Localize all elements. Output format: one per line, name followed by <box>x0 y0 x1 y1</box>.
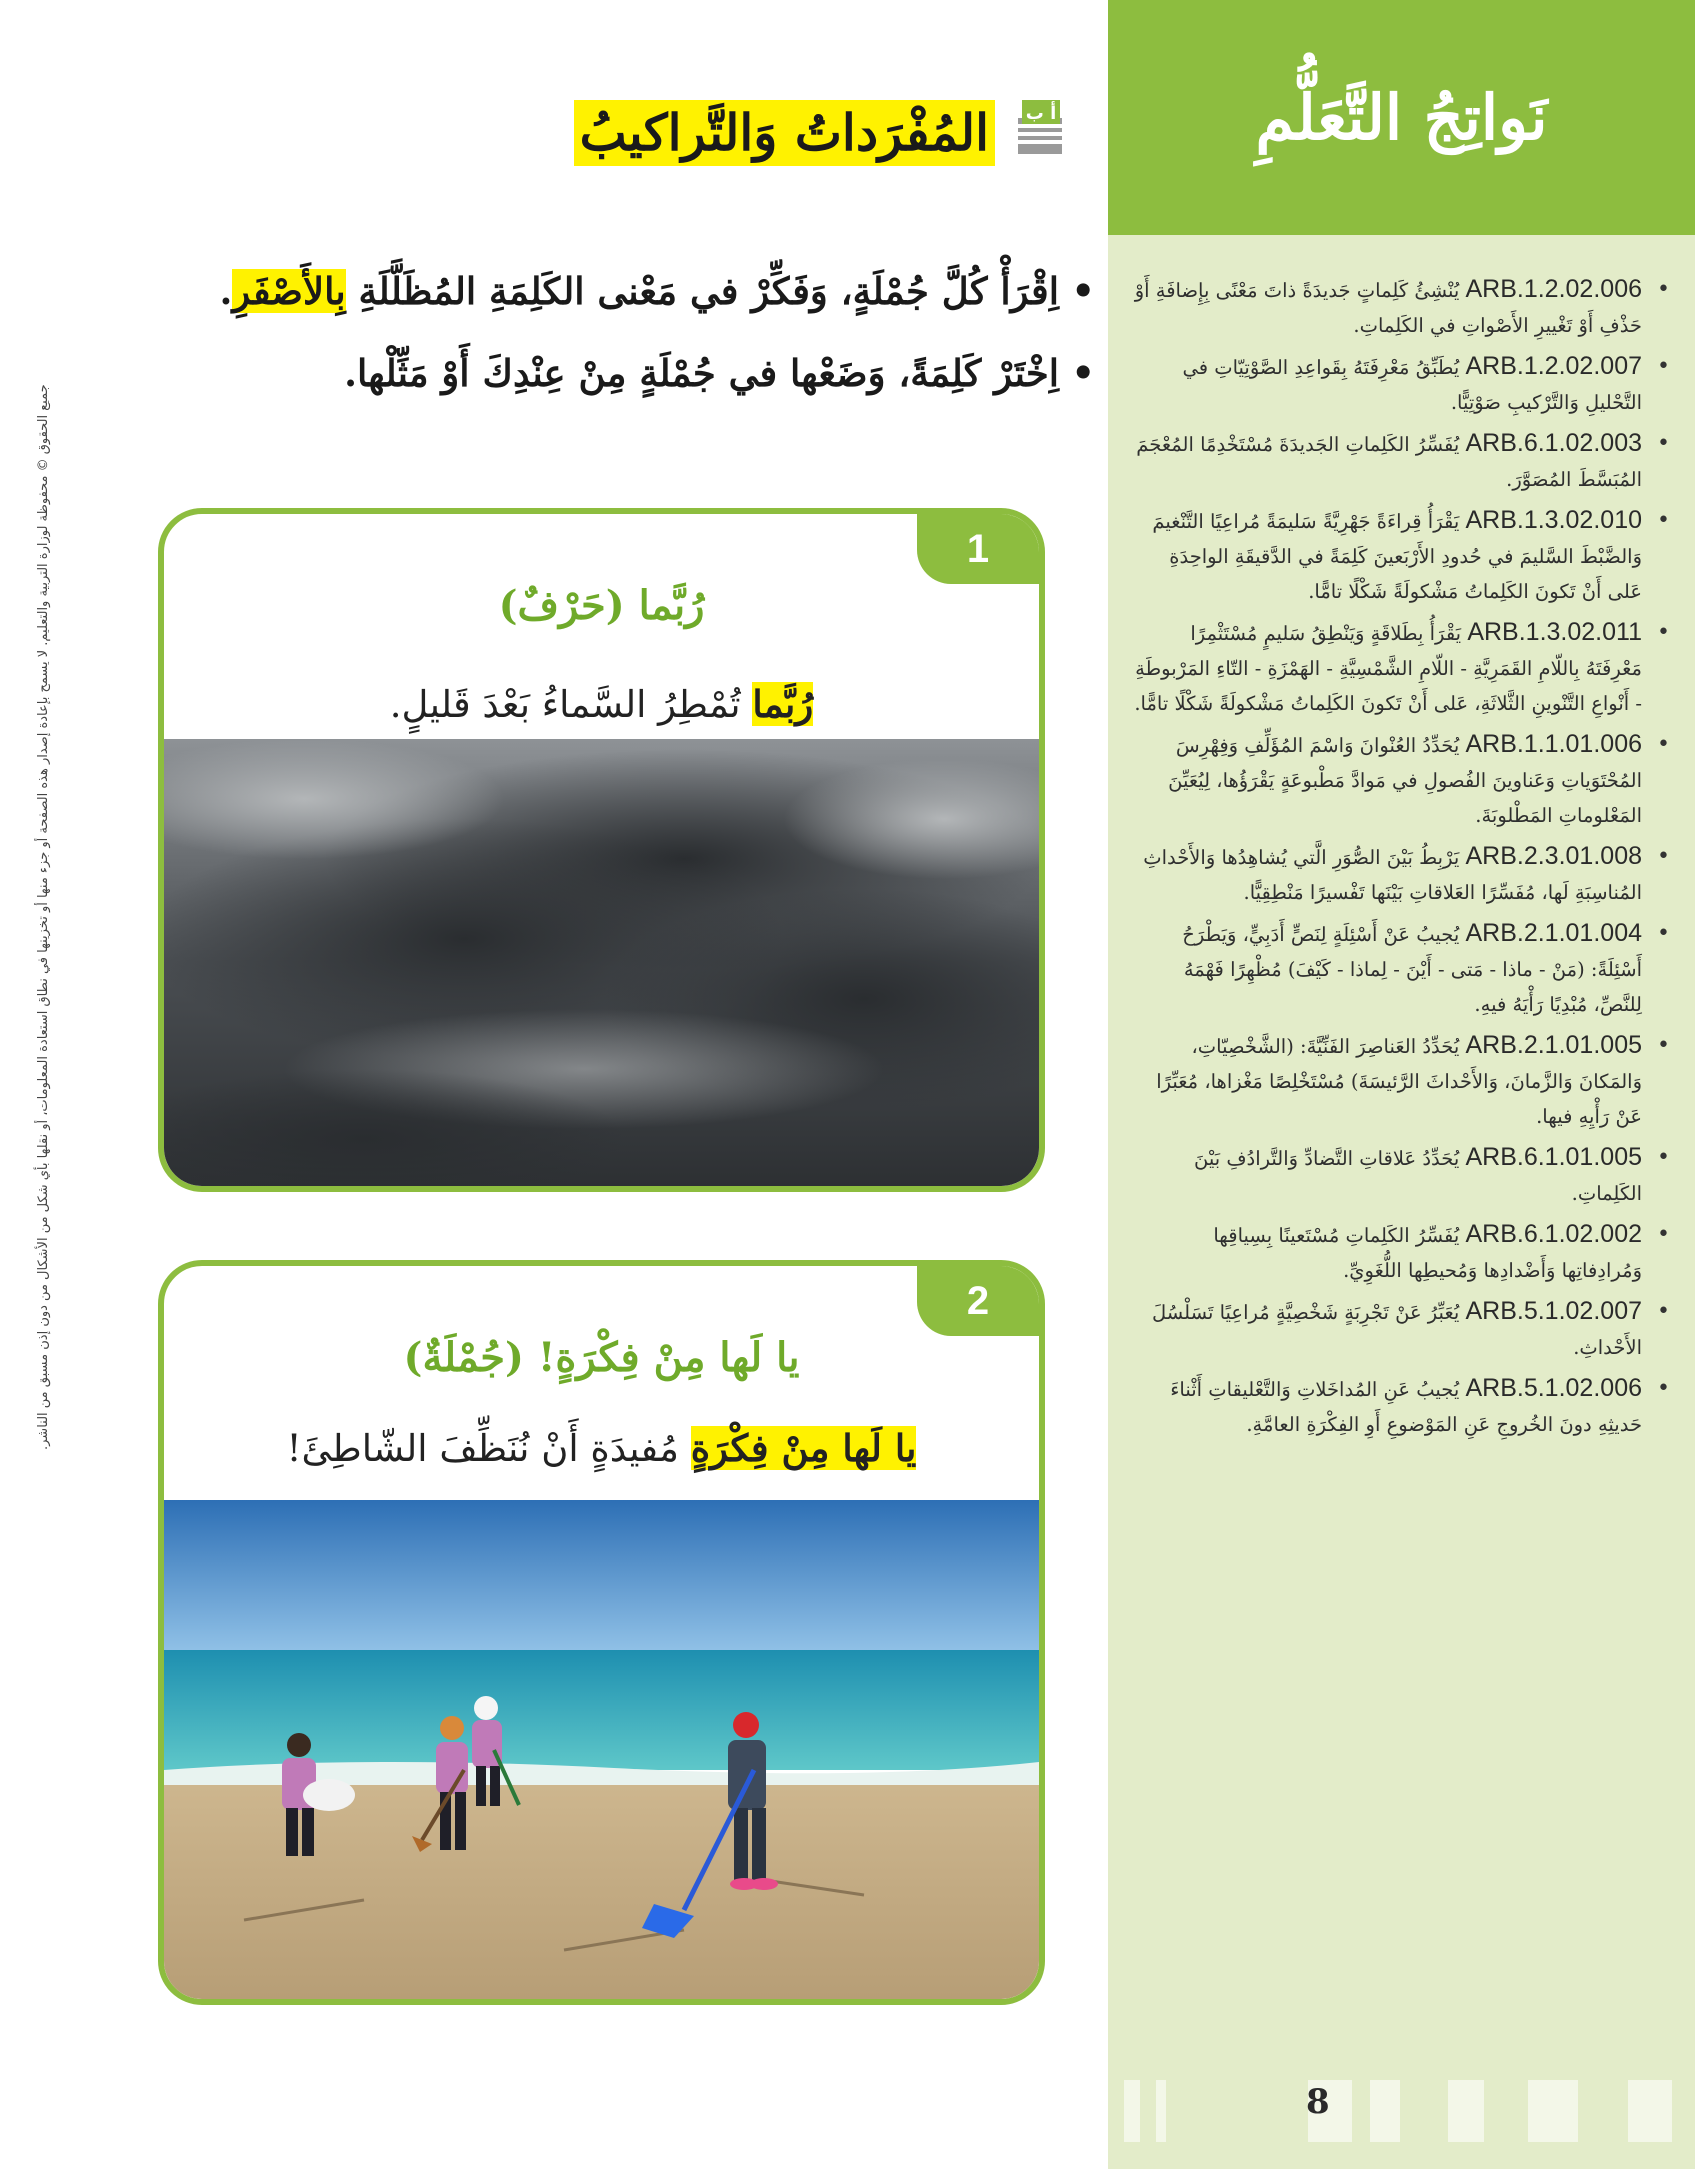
outcome-code: ARB.1.2.02.006 <box>1465 275 1642 303</box>
page-number: 8 <box>1306 2082 1330 2122</box>
bullet: • <box>1657 354 1670 379</box>
bullet: • <box>1657 844 1670 869</box>
outcome-text: يَقْرَأُ قِراءَةً جَهْرِيَّةً سَليمَةً مُراعِيًا التَّنْغيمَ وَالضَّبْطَ السَّليمَ في حُدودِ الأَرْبَعينَ كَلِمَةً في الدَّقيقَةِ الواحِدَةِ عَلى أَنْ تَكونَ الكَلِماتُ مَشْكولَةً شَكْلًا تامًّا. <box>1152 510 1642 603</box>
outcome-text: يَقْرَأُ بِطَلاقَةٍ وَيَنْطِقُ سَليمٍ مُسْتَثْمِرًا مَعْرِفَتَهُ بِاللّامِ القَمَرِيَّةِ - اللّامِ الشَّمْسِيَّةِ - الهَمْزَةِ - التّاءِ المَرْبوطَةِ - أَنْواعِ التَّنْوينِ الثَّلاثَةِ، عَلى أَنْ تَكونَ الكَلِماتُ مَشْكولَةً شَكْلًا تامًّا. <box>1134 622 1642 715</box>
sentence-rest: مُفيدَةٍ أَنْ نُنَظِّفَ الشّاطِئَ! <box>286 1427 691 1470</box>
outcome-item <box>1130 727 1670 833</box>
outcome-item <box>1130 426 1670 497</box>
outcome-code: ARB.6.1.02.003 <box>1465 429 1642 457</box>
bullet: • <box>1071 351 1095 395</box>
outcome-text: يُطَبِّقُ مَعْرِفَتَهُ بِقَواعِدِ الصَّوْتِيّاتِ في التَّحْليلِ وَالتَّرْكيبِ صَوْتِيًّا. <box>1182 356 1642 414</box>
card-sentence <box>164 682 1039 726</box>
sidebar-title: نَواتِجُ التَّعَلُّمِ <box>1255 81 1548 154</box>
icon-letters: أ ب <box>1025 103 1057 124</box>
outcome-text: يَرْبِطُ بَيْنَ الصُّوَرِ الَّتي يُشاهِدُها وَالأَحْداثِ المُناسِبَةِ لَها، مُفَسِّرًا العَلاقاتِ بَيْنَها تَفْسيرًا مَنْطِقِيًّا. <box>1143 846 1642 904</box>
outcome-item <box>1130 1217 1670 1288</box>
card-word: رُبَّما (حَرْفٌ) <box>498 582 705 629</box>
outcome-text: يُفَسِّرُ الكَلِماتِ مُسْتَعينًا بِسِياقِها وَمُرادِفاتِها وَأَضْدادِها وَمُحيطِها اللُّغَوِيِّ. <box>1213 1224 1642 1282</box>
bullet: • <box>1657 1033 1670 1058</box>
card-number: 2 <box>917 1266 1039 1336</box>
outcome-item <box>1130 839 1670 910</box>
bullet: • <box>1657 277 1670 302</box>
highlighted-word: بِالأَصْفَرِ <box>232 269 346 313</box>
bullet: • <box>1657 508 1670 533</box>
outcome-item <box>1130 1140 1670 1211</box>
outcome-text: يُفَسِّرُ الكَلِماتِ الجَديدَةَ مُسْتَخْدِمًا المُعْجَمَ المُبَسَّطَ المُصَوَّرَ. <box>1136 433 1642 491</box>
copyright-note: جميع الحقوق © محفوظة لوزارة التربية والتعليم. لا يسمح بإعادة إصدار هذه الصفحة أو جزء منها أو تخزينها في نطاق استعادة المعلومات، أو نقلها بأي شكل من الأشكال من دون إذن مسبق من الناشر. <box>36 384 51 1450</box>
outcome-code: ARB.6.1.01.005 <box>1465 1143 1642 1171</box>
vocab-card-1 <box>158 508 1045 1192</box>
instruction-punct: . <box>219 269 233 313</box>
outcome-code: ARB.1.3.02.011 <box>1467 618 1642 646</box>
outcome-code: ARB.5.1.02.006 <box>1465 1374 1642 1402</box>
instruction-text: اِخْتَرْ كَلِمَةً، وَضَعْها في جُمْلَةٍ مِنْ عِنْدِكَ أَوْ مَثِّلْها. <box>344 351 1059 395</box>
outcome-item <box>1130 916 1670 1022</box>
outcome-code: ARB.6.1.02.002 <box>1465 1220 1642 1248</box>
bullet: • <box>1657 1376 1670 1401</box>
outcome-text: يُنْشِئُ كَلِماتٍ جَديدَةً ذاتَ مَعْنًى بِإِضافَةِ أَوْ حَذْفِ أَوْ تَغْييرِ الأَصْواتِ في الكَلِماتِ. <box>1134 279 1642 337</box>
instruction-item <box>195 250 1095 332</box>
card-word: يا لَها مِنْ فِكْرَةٍ! (جُمْلَةٌ) <box>403 1334 800 1381</box>
outcome-text: يُحَدِّدُ العُنْوانَ وَاسْمَ المُؤَلِّفِ وَفِهْرِسَ المُحْتَوَياتِ وَعَناوينَ الفُصولِ في مَوادَّ مَطْبوعَةٍ يَقْرَؤُها، لِيُعَيِّنَ المَعْلوماتِ المَطْلوبَةَ. <box>1168 734 1642 827</box>
sentence-rest: تُمْطِرُ السَّماءُ بَعْدَ قَليلٍ. <box>389 683 753 726</box>
outcome-text: يُجيبُ عَنِ المُداخَلاتِ وَالتَّعْليقاتِ أَثْناءَ حَديثِهِ دونَ الخُروجِ عَنِ المَوْضوعِ أَوِ الفِكْرَةِ العامَّةِ. <box>1170 1378 1642 1436</box>
outcome-item <box>1130 1294 1670 1365</box>
bullet: • <box>1657 620 1670 645</box>
footer-strip <box>1108 2080 1695 2142</box>
beach-cleaning-image <box>164 1500 1039 1999</box>
outcome-item <box>1130 615 1670 721</box>
outcome-item <box>1130 1371 1670 1442</box>
vocab-card-2 <box>158 1260 1045 2005</box>
outcome-item <box>1130 349 1670 420</box>
storm-clouds-image <box>164 739 1039 1186</box>
outcome-code: ARB.1.1.01.006 <box>1465 730 1642 758</box>
outcome-item <box>1130 272 1670 343</box>
alphabet-book-icon <box>1016 98 1064 158</box>
card-number: 1 <box>917 514 1039 584</box>
bullet: • <box>1657 1299 1670 1324</box>
instruction-item <box>195 332 1095 414</box>
outcome-text: يُجيبُ عَنْ أَسْئِلَةٍ لِنَصٍّ أَدَبِيٍّ، وَيَطْرَحُ أَسْئِلَةً: (مَنْ - ماذا - مَتى - أَيْنَ - لِماذا - كَيْفَ) مُظْهِرًا فَهْمَهُ لِلنَّصِّ، مُبْدِيًا رَأْيَهُ فيهِ. <box>1182 923 1642 1016</box>
outcome-code: ARB.1.2.02.007 <box>1465 352 1642 380</box>
card-sentence <box>164 1426 1039 1470</box>
outcome-code: ARB.2.3.01.008 <box>1465 842 1642 870</box>
highlighted-word: يا لَها مِنْ فِكْرَةٍ <box>690 1426 917 1470</box>
section-title: المُفْرَداتُ وَالتَّراكيبُ <box>574 100 995 166</box>
outcome-code: ARB.2.1.01.004 <box>1465 919 1642 947</box>
outcome-item <box>1130 1028 1670 1134</box>
outcome-code: ARB.2.1.01.005 <box>1465 1031 1642 1059</box>
bullet: • <box>1657 1145 1670 1170</box>
outcome-text: يُحَدِّدُ عَلاقاتِ التَّضادِّ وَالتَّرادُفِ بَيْنَ الكَلِماتِ. <box>1193 1147 1642 1205</box>
instructions-list <box>195 250 1095 414</box>
sidebar-header <box>1108 0 1695 235</box>
highlighted-word: رُبَّما <box>752 682 814 726</box>
outcome-code: ARB.5.1.02.007 <box>1465 1297 1642 1325</box>
bullet: • <box>1657 921 1670 946</box>
outcome-item <box>1130 503 1670 609</box>
outcome-code: ARB.1.3.02.010 <box>1465 506 1642 534</box>
instruction-text: اِقْرَأْ كُلَّ جُمْلَةٍ، وَفَكِّرْ في مَعْنى الكَلِمَةِ المُظَلَّلَةِ <box>345 269 1059 313</box>
bullet: • <box>1657 1222 1670 1247</box>
bullet: • <box>1071 269 1095 313</box>
learning-outcomes-sidebar <box>1108 0 1695 2169</box>
outcomes-list <box>1130 272 1670 1448</box>
outcome-text: يُحَدِّدُ العَناصِرَ الفَنِّيَّةَ: (الشَّخْصِيّاتِ، وَالمَكانَ وَالزَّمانَ، وَالأَحْداثَ الرَّئيسَةَ) مُسْتَخْلِصًا مَغْزاها، مُعَبِّرًا عَنْ رَأْيِهِ فيها. <box>1156 1035 1642 1128</box>
bullet: • <box>1657 732 1670 757</box>
bullet: • <box>1657 431 1670 456</box>
outcome-text: يُعَبِّرُ عَنْ تَجْرِبَةٍ شَخْصِيَّةٍ مُراعِيًا تَسَلْسُلَ الأَحْداثِ. <box>1151 1301 1642 1359</box>
